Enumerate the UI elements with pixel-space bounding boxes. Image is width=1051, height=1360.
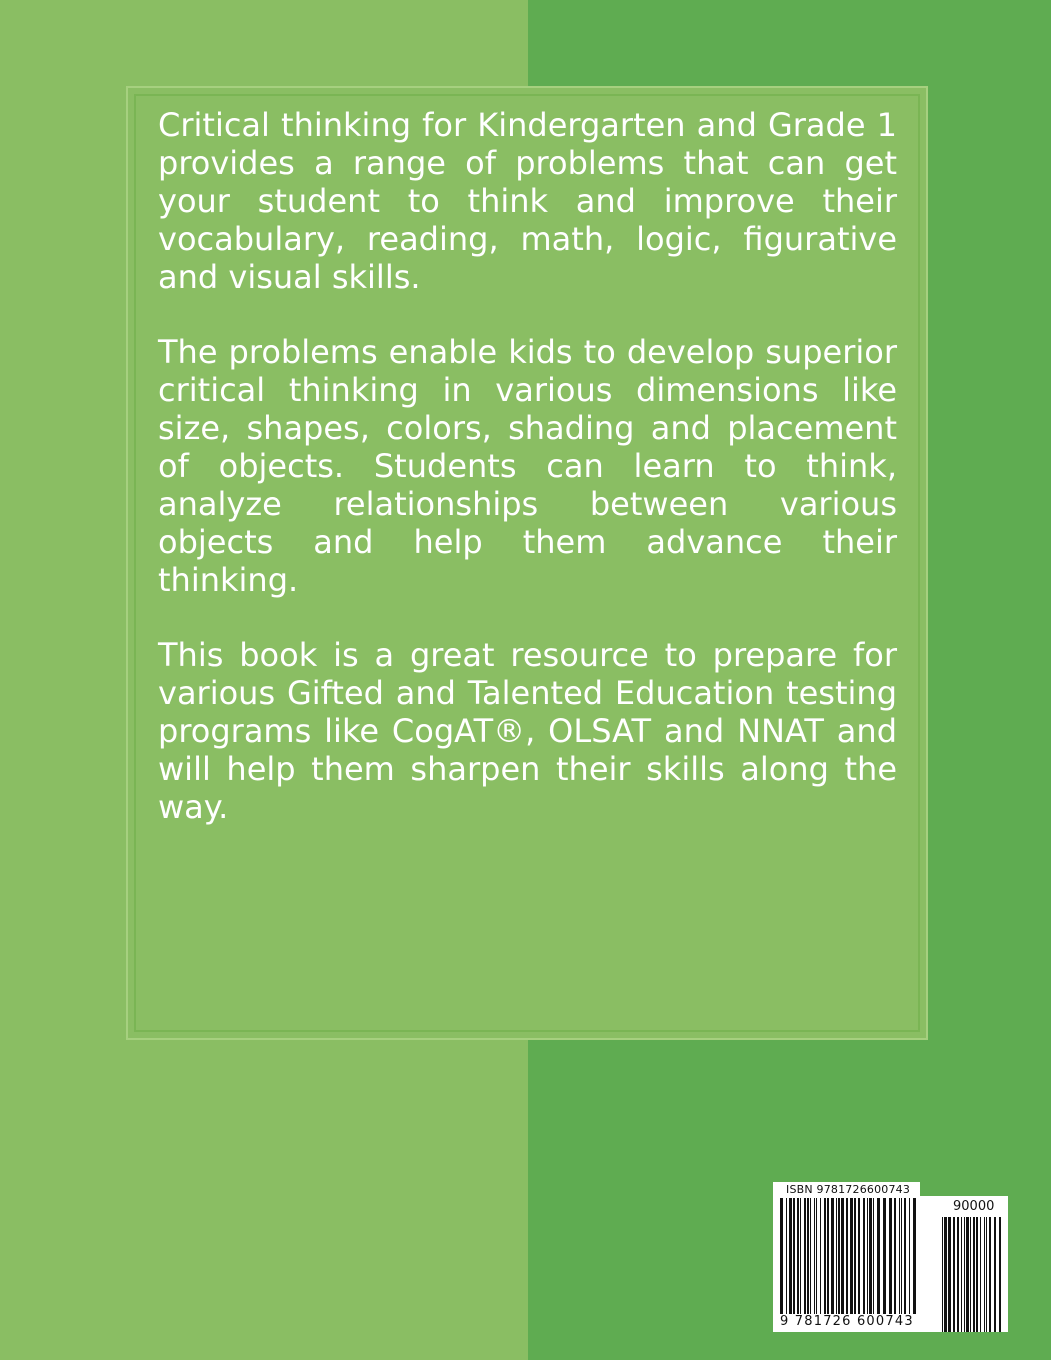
barcode-bar (780, 1198, 783, 1314)
barcode-bar (807, 1198, 809, 1314)
barcode-bar (966, 1217, 969, 1332)
barcode-bar (863, 1198, 865, 1314)
barcode-bar (877, 1198, 880, 1314)
barcode-bar (976, 1217, 978, 1332)
barcode-bar (999, 1217, 1001, 1332)
barcode-bar (957, 1217, 959, 1332)
barcode-bar (814, 1198, 815, 1314)
barcode-bar (827, 1198, 829, 1314)
barcode-bar (831, 1198, 834, 1314)
barcode-bar (846, 1198, 848, 1314)
barcode-bar (836, 1198, 837, 1314)
barcode-bar (873, 1198, 874, 1314)
barcode-bar (816, 1198, 817, 1314)
barcode-bar (986, 1217, 987, 1332)
barcode-bar (904, 1198, 906, 1314)
barcode-bar (889, 1198, 892, 1314)
barcode-bar (804, 1198, 806, 1314)
barcode-bar (824, 1198, 826, 1314)
barcode-bar (953, 1217, 955, 1332)
barcode-bar (793, 1198, 795, 1314)
barcode-bar (838, 1198, 840, 1314)
barcode-bar (800, 1198, 801, 1314)
barcode-bar (944, 1217, 947, 1332)
barcode-bar (909, 1198, 910, 1314)
blurb-paragraph-1: Critical thinking for Kindergarten and Grade 1 provides a range of problems that can get your student to think and improve their vocabulary, reading, math, logic, figurative and visual skills. (158, 106, 897, 296)
barcode-bar (964, 1217, 965, 1332)
barcode-bar (858, 1198, 860, 1314)
barcode-bar (854, 1198, 856, 1314)
barcode-bar (961, 1217, 962, 1332)
barcode-bar (786, 1198, 787, 1314)
barcode-bar (994, 1217, 996, 1332)
barcode-number: 9 781726 600743 (780, 1314, 914, 1329)
barcode-bar (894, 1198, 896, 1314)
barcode-bar (810, 1198, 811, 1314)
barcode-bar (899, 1198, 900, 1314)
barcode-bar (984, 1217, 985, 1332)
barcode-bar (989, 1217, 991, 1332)
blurb-paragraph-3: This book is a great resource to prepare for various Gifted and Talented Education testing programs like CogAT®, OLSAT and NNAT and will help them sharpen their skills along the way. (158, 636, 897, 826)
barcode-bar (883, 1198, 886, 1314)
barcode-bar (820, 1198, 821, 1314)
barcode-bar (850, 1198, 853, 1314)
barcode-bar (913, 1198, 916, 1314)
barcode-bar (869, 1198, 872, 1314)
isbn-label: ISBN 9781726600743 (786, 1183, 911, 1196)
blurb-paragraph-2: The problems enable kids to develop superior critical thinking in various dimensions like size, shapes, colors, shading and placement of objects. Students can learn to think, analyze relationships between various objects and help them advance their thinking. (158, 333, 897, 599)
barcode-bar (867, 1198, 868, 1314)
barcode-bar (841, 1198, 844, 1314)
barcode-bar (789, 1198, 792, 1314)
barcode-bar (973, 1217, 975, 1332)
barcode-bar (948, 1217, 951, 1332)
barcode-bar (980, 1217, 981, 1332)
barcode-addon-number: 90000 (953, 1199, 995, 1214)
barcode-bar (970, 1217, 971, 1332)
barcode-bar (797, 1198, 799, 1314)
barcode-bar (901, 1198, 902, 1314)
barcode-bar (942, 1217, 943, 1332)
